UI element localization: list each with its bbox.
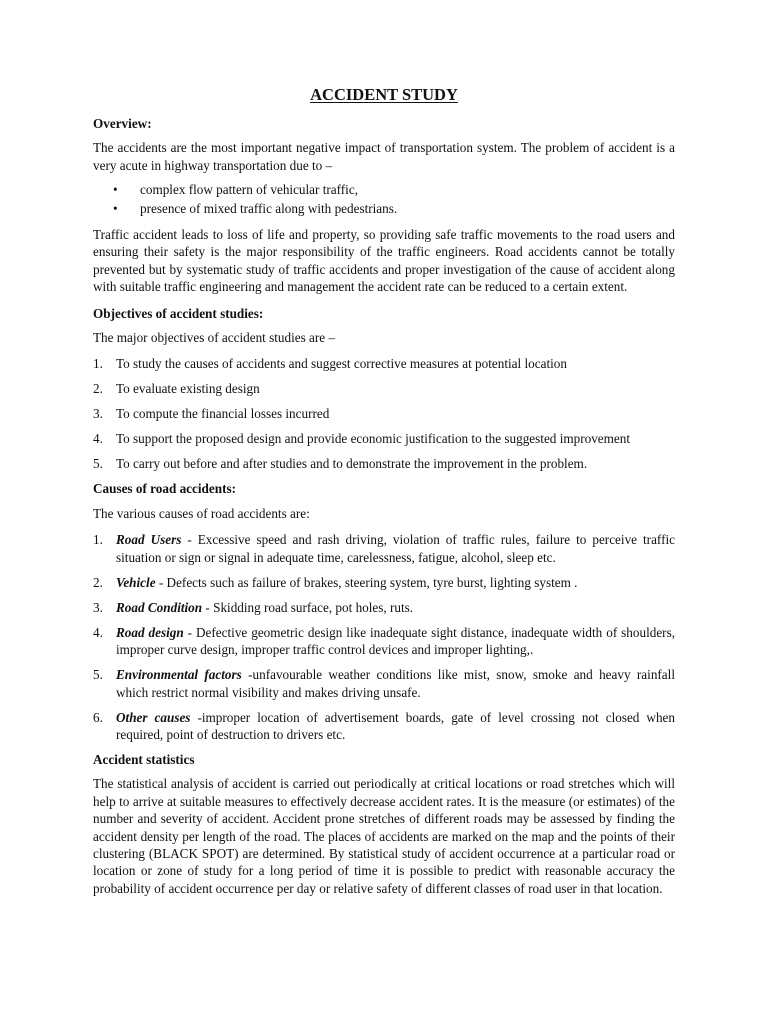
item-text: To study the causes of accidents and suggest corrective measures at potential location bbox=[116, 356, 567, 372]
item-number: 1. bbox=[93, 532, 103, 548]
cause-description: -unfavourable weather conditions like mist, snow, smoke and heavy rainfall which restrict normal visibility and makes driving unsafe. bbox=[116, 667, 675, 700]
causes-heading: Causes of road accidents: bbox=[93, 481, 236, 497]
cause-description: - Defective geometric design like inadequate sight distance, inadequate width of shoulders, improper curve design, improper traffic control devices and improper lighting,. bbox=[116, 624, 676, 658]
list-item bbox=[93, 181, 675, 198]
cause-description: -improper location of advertisement boards, gate of level crossing not closed when required, point of destruction to drivers etc. bbox=[116, 709, 675, 742]
overview-heading: Overview: bbox=[93, 116, 152, 131]
list-item bbox=[93, 624, 675, 659]
cause-term: Vehicle bbox=[116, 574, 156, 590]
list-item bbox=[93, 380, 675, 397]
objectives-heading: Objectives of accident studies: bbox=[93, 305, 264, 321]
list-item bbox=[93, 666, 675, 701]
item-number: 6. bbox=[93, 709, 103, 725]
document-body bbox=[93, 85, 675, 906]
item-number: 5. bbox=[93, 456, 103, 472]
cause-term: Road design bbox=[116, 624, 184, 640]
list-item bbox=[93, 455, 675, 472]
objectives-list bbox=[93, 355, 675, 472]
document-title: ACCIDENT STUDY bbox=[310, 85, 458, 104]
item-number: 1. bbox=[93, 356, 103, 372]
bullet-icon: • bbox=[113, 200, 118, 216]
list-item bbox=[93, 531, 675, 566]
item-text: To support the proposed design and provide economic justification to the suggested improvement bbox=[116, 431, 631, 447]
cause-description: - Defects such as failure of brakes, steering system, tyre burst, lighting system . bbox=[155, 574, 578, 590]
list-item bbox=[93, 599, 675, 616]
list-item bbox=[93, 430, 675, 447]
statistics-paragraph: The statistical analysis of accident is carried out periodically at critical locations or road stretches which will help to arrive at suitable measures to effectively decrease accident rates. It is the measure (or estimates) of the number and severity of accident. Accident prone stretches of different roads may be assessed by finding the accident density per length of the road. The places of accidents are marked on the map and the points of their clustering (BLACK SPOT) are determined. By statistical study of accident occurrence at a particular road or location or zone of study for a long period of time it is possible to predict with reasonable accuracy the probability of accident occurrence per day or relative safety of different classes of road user in that location. bbox=[93, 776, 675, 896]
cause-term: Environmental factors bbox=[116, 667, 242, 683]
cause-term: Other causes bbox=[116, 709, 191, 725]
item-number: 4. bbox=[93, 431, 103, 447]
list-item bbox=[93, 355, 675, 372]
causes-intro: The various causes of road accidents are: bbox=[93, 505, 310, 521]
item-number: 2. bbox=[93, 574, 103, 590]
item-number: 3. bbox=[93, 406, 103, 422]
item-number: 4. bbox=[93, 624, 103, 640]
overview-bullet-list bbox=[93, 181, 675, 217]
item-text: To carry out before and after studies and to demonstrate the improvement in the problem. bbox=[116, 456, 588, 472]
cause-description: - Skidding road surface, pot holes, ruts. bbox=[202, 599, 414, 615]
list-item bbox=[93, 405, 675, 422]
cause-term: Road Users bbox=[116, 532, 182, 548]
cause-term: Road Condition bbox=[116, 599, 203, 615]
bullet-text: complex flow pattern of vehicular traffic, bbox=[140, 182, 358, 198]
item-number: 2. bbox=[93, 381, 103, 397]
item-number: 5. bbox=[93, 667, 103, 683]
overview-paragraph: Traffic accident leads to loss of life and property, so providing safe traffic movements to the road users and ensuring their safety is the major responsibility of the traffic engineers. Road accidents cannot be totally prevented but by systematic study of traffic accidents and proper investigation of the cause of accident along with suitable traffic engineering and management the accident rate can be reduced to a certain extent. bbox=[93, 227, 675, 295]
cause-description: - Excessive speed and rash driving, violation of traffic rules, failure to perceive traffic situation or sign or signal in adequate time, carelessness, fatigue, alcohol, sleep etc. bbox=[116, 532, 675, 565]
statistics-heading: Accident statistics bbox=[93, 751, 195, 767]
objectives-intro: The major objectives of accident studies are – bbox=[93, 330, 336, 346]
item-text: To evaluate existing design bbox=[116, 381, 260, 397]
list-item bbox=[93, 709, 675, 744]
list-item bbox=[93, 200, 675, 217]
list-item bbox=[93, 574, 675, 591]
bullet-icon: • bbox=[113, 182, 118, 198]
overview-intro: The accidents are the most important negative impact of transportation system. The problem of accident is a very acute in highway transportation due to – bbox=[93, 140, 675, 173]
bullet-text: presence of mixed traffic along with pedestrians. bbox=[140, 200, 398, 216]
causes-list bbox=[93, 531, 675, 743]
item-text: To compute the financial losses incurred bbox=[116, 406, 330, 422]
item-number: 3. bbox=[93, 599, 103, 615]
